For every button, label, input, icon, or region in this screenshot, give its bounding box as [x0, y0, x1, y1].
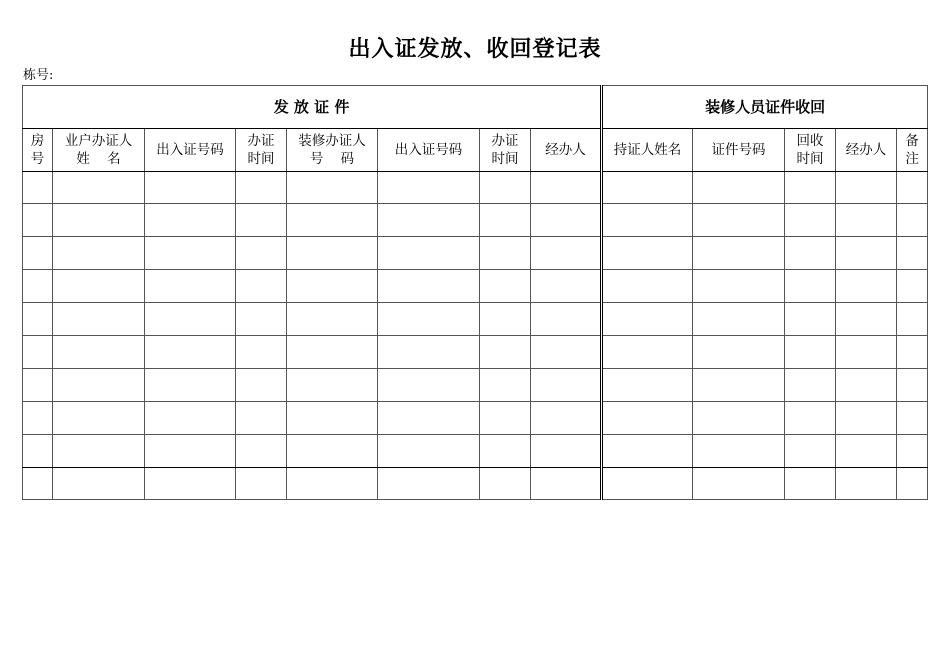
table-cell[interactable]	[378, 303, 480, 336]
table-cell[interactable]	[287, 468, 378, 500]
table-cell[interactable]	[145, 172, 236, 204]
table-cell[interactable]	[693, 468, 785, 500]
table-cell[interactable]	[602, 435, 693, 468]
table-cell[interactable]	[236, 172, 287, 204]
column-header-line: 证件号码	[711, 142, 766, 158]
table-cell[interactable]	[236, 369, 287, 402]
table-cell[interactable]	[836, 369, 897, 402]
table-row	[23, 270, 928, 303]
table-cell[interactable]	[287, 172, 378, 204]
table-cell[interactable]	[785, 237, 836, 270]
table-cell[interactable]	[236, 204, 287, 237]
table-cell[interactable]	[53, 435, 145, 468]
table-cell[interactable]	[785, 402, 836, 435]
table-cell[interactable]	[602, 204, 693, 237]
table-cell[interactable]	[480, 204, 531, 237]
table-cell[interactable]	[145, 435, 236, 468]
table-cell[interactable]	[785, 435, 836, 468]
table-cell[interactable]	[23, 336, 53, 369]
table-cell[interactable]	[693, 270, 785, 303]
table-cell[interactable]	[23, 303, 53, 336]
table-cell[interactable]	[602, 172, 693, 204]
column-header-line: 备	[905, 133, 919, 149]
table-cell[interactable]	[531, 402, 602, 435]
table-cell[interactable]	[602, 237, 693, 270]
table-cell[interactable]	[602, 270, 693, 303]
table-cell[interactable]	[53, 237, 145, 270]
table-cell[interactable]	[785, 204, 836, 237]
table-cell[interactable]	[53, 172, 145, 204]
table-cell[interactable]	[897, 172, 928, 204]
table-cell[interactable]	[53, 303, 145, 336]
column-header-pass-number	[145, 129, 236, 172]
column-header-line: 办证	[247, 133, 275, 149]
column-header-line: 办证	[491, 133, 519, 149]
table-cell[interactable]	[236, 303, 287, 336]
column-header-line: 持证人姓名	[613, 142, 682, 158]
table-cell[interactable]	[897, 435, 928, 468]
registration-table	[22, 85, 928, 500]
table-cell[interactable]	[480, 468, 531, 500]
table-cell[interactable]	[531, 468, 602, 500]
table-cell[interactable]	[23, 369, 53, 402]
table-cell[interactable]	[480, 237, 531, 270]
table-cell[interactable]	[378, 468, 480, 500]
table-cell[interactable]	[145, 468, 236, 500]
table-cell[interactable]	[531, 435, 602, 468]
table-cell[interactable]	[378, 172, 480, 204]
table-cell[interactable]	[480, 172, 531, 204]
column-header-line: 号	[30, 151, 45, 167]
table-cell[interactable]	[378, 435, 480, 468]
table-cell[interactable]	[287, 303, 378, 336]
table-cell[interactable]	[23, 435, 53, 468]
table-cell[interactable]	[53, 468, 145, 500]
column-header-line: 经办人	[845, 142, 887, 158]
table-cell[interactable]	[23, 204, 53, 237]
table-cell[interactable]	[897, 303, 928, 336]
column-header-recovery-time	[785, 129, 836, 172]
table-cell[interactable]	[602, 369, 693, 402]
column-header-line: 时间	[491, 151, 519, 167]
table-cell[interactable]	[531, 303, 602, 336]
table-cell[interactable]	[480, 303, 531, 336]
column-header-line: 姓 名	[76, 151, 121, 167]
table-cell[interactable]	[23, 237, 53, 270]
table-row	[23, 237, 928, 270]
table-cell[interactable]	[836, 303, 897, 336]
table-cell[interactable]	[480, 336, 531, 369]
column-header-handler	[531, 129, 602, 172]
table-cell[interactable]	[378, 204, 480, 237]
table-cell[interactable]	[145, 270, 236, 303]
table-cell[interactable]	[23, 402, 53, 435]
column-header-line: 回收	[796, 133, 824, 149]
table-cell[interactable]	[836, 336, 897, 369]
group-header-recover: 装修人员证件收回	[602, 86, 928, 129]
table-cell[interactable]	[897, 402, 928, 435]
column-header-line: 经办人	[545, 142, 586, 158]
table-cell[interactable]	[693, 369, 785, 402]
column-header-holder-name	[602, 129, 693, 172]
table-cell[interactable]	[287, 237, 378, 270]
column-header-handler-2	[836, 129, 897, 172]
table-cell[interactable]	[23, 172, 53, 204]
table-cell[interactable]	[602, 303, 693, 336]
table-cell[interactable]	[897, 204, 928, 237]
column-header-issue-time-2	[480, 129, 531, 172]
table-cell[interactable]	[897, 270, 928, 303]
table-cell[interactable]	[836, 237, 897, 270]
table-cell[interactable]	[602, 468, 693, 500]
table-cell[interactable]	[53, 336, 145, 369]
table-cell[interactable]	[236, 336, 287, 369]
table-cell[interactable]	[531, 336, 602, 369]
table-cell[interactable]	[287, 336, 378, 369]
table-cell[interactable]	[836, 270, 897, 303]
column-header-line: 时间	[247, 151, 275, 167]
column-header-decorator-applicant-number	[287, 129, 378, 172]
table-cell[interactable]	[836, 435, 897, 468]
table-cell[interactable]	[693, 402, 785, 435]
table-cell[interactable]	[836, 204, 897, 237]
table-cell[interactable]	[693, 303, 785, 336]
table-cell[interactable]	[785, 468, 836, 500]
table-cell[interactable]	[287, 270, 378, 303]
column-header-line: 注	[905, 151, 919, 167]
table-cell[interactable]	[236, 468, 287, 500]
table-cell[interactable]	[53, 402, 145, 435]
column-header-line: 出入证号码	[156, 142, 224, 158]
table-row	[23, 369, 928, 402]
table-cell[interactable]	[785, 303, 836, 336]
table-cell[interactable]	[531, 369, 602, 402]
table-cell[interactable]	[836, 402, 897, 435]
table-cell[interactable]	[145, 336, 236, 369]
column-header-line: 出入证号码	[394, 142, 463, 158]
column-header-certificate-number	[693, 129, 785, 172]
table-cell[interactable]	[145, 402, 236, 435]
column-header-owner-applicant-name	[53, 129, 145, 172]
table-cell[interactable]	[236, 237, 287, 270]
table-cell[interactable]	[897, 468, 928, 500]
table-cell[interactable]	[602, 336, 693, 369]
table-cell[interactable]	[693, 336, 785, 369]
table-row	[23, 402, 928, 435]
table-row	[23, 204, 928, 237]
table-cell[interactable]	[785, 369, 836, 402]
table-cell[interactable]	[287, 435, 378, 468]
table-cell[interactable]	[602, 402, 693, 435]
table-cell[interactable]	[23, 468, 53, 500]
table-cell[interactable]	[53, 270, 145, 303]
column-header-line: 业户办证人	[64, 133, 133, 149]
table-row	[23, 468, 928, 500]
table-cell[interactable]	[287, 369, 378, 402]
table-cell[interactable]	[693, 435, 785, 468]
column-header-line: 装修办证人	[298, 133, 366, 149]
table-row	[23, 435, 928, 468]
form-title: 出入证发放、收回登记表	[348, 37, 602, 62]
table-cell[interactable]	[897, 336, 928, 369]
table-cell[interactable]	[897, 237, 928, 270]
table-cell[interactable]	[785, 336, 836, 369]
table-cell[interactable]	[480, 435, 531, 468]
table-cell[interactable]	[693, 172, 785, 204]
table-cell[interactable]	[287, 402, 378, 435]
table-cell[interactable]	[378, 369, 480, 402]
table-cell[interactable]	[236, 435, 287, 468]
column-header-room-number	[23, 129, 53, 172]
table-cell[interactable]	[287, 204, 378, 237]
building-number-label: 栋号:	[23, 68, 54, 83]
group-header-issue: 发 放 证 件	[23, 86, 602, 129]
table-cell[interactable]	[480, 402, 531, 435]
table-row	[23, 172, 928, 204]
table-cell[interactable]	[378, 237, 480, 270]
table-cell[interactable]	[236, 402, 287, 435]
table-cell[interactable]	[836, 468, 897, 500]
table-row	[23, 336, 928, 369]
table-cell[interactable]	[145, 204, 236, 237]
table-cell[interactable]	[145, 303, 236, 336]
table-cell[interactable]	[836, 172, 897, 204]
table-cell[interactable]	[378, 402, 480, 435]
table-cell[interactable]	[531, 204, 602, 237]
table-cell[interactable]	[480, 369, 531, 402]
table-cell[interactable]	[531, 172, 602, 204]
table-cell[interactable]	[531, 270, 602, 303]
column-header-pass-number-2	[378, 129, 480, 172]
table-cell[interactable]	[236, 270, 287, 303]
table-cell[interactable]	[785, 270, 836, 303]
table-cell[interactable]	[378, 270, 480, 303]
column-header-line: 号 码	[309, 151, 355, 167]
table-cell[interactable]	[897, 369, 928, 402]
table-cell[interactable]	[378, 336, 480, 369]
table-cell[interactable]	[53, 204, 145, 237]
table-cell[interactable]	[693, 237, 785, 270]
column-header-remarks	[897, 129, 928, 172]
column-header-line: 时间	[796, 151, 824, 167]
table-cell[interactable]	[23, 270, 53, 303]
table-cell[interactable]	[693, 204, 785, 237]
column-header-issue-time	[236, 129, 287, 172]
table-row	[23, 303, 928, 336]
table-cell[interactable]	[480, 270, 531, 303]
column-header-line: 房	[30, 133, 45, 149]
table-cell[interactable]	[145, 369, 236, 402]
table-cell[interactable]	[53, 369, 145, 402]
table-cell[interactable]	[785, 172, 836, 204]
table-cell[interactable]	[531, 237, 602, 270]
table-cell[interactable]	[145, 237, 236, 270]
